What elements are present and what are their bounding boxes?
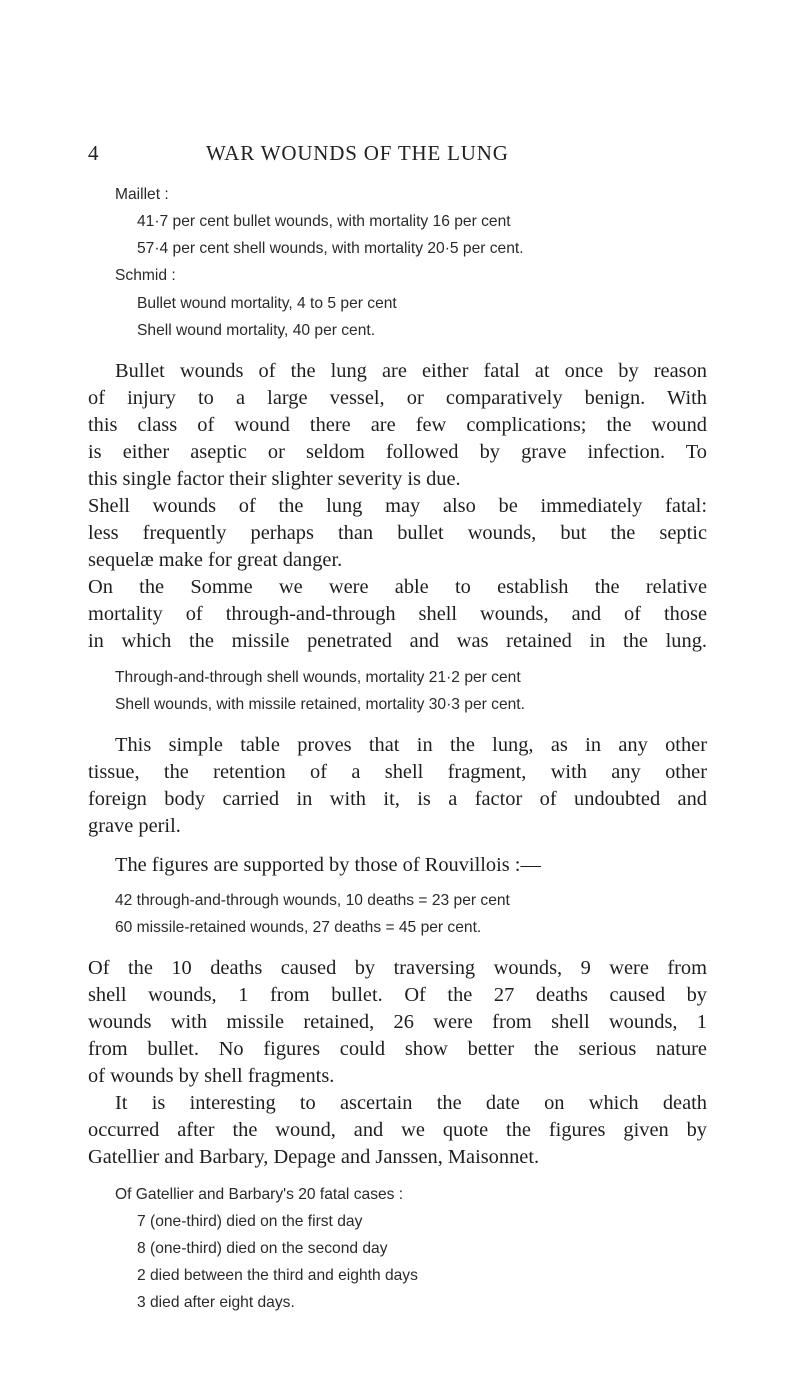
paragraph-line: from bullet. No figures could show better the serious nature <box>88 1038 707 1060</box>
paragraph-line: The figures are supported by those of Rouvillois :— <box>115 854 541 876</box>
maillet-label: Maillet : <box>115 186 169 203</box>
paragraph-line: of wounds by shell fragments. <box>88 1065 335 1087</box>
paragraph-line: This simple table proves that in the lung, as in any other <box>115 734 707 756</box>
table-line: 60 missile-retained wounds, 27 deaths = 45 per cent. <box>115 919 482 936</box>
schmid-line: Shell wound mortality, 40 per cent. <box>137 322 376 339</box>
paragraph-line: wounds with missile retained, 26 were from shell wounds, 1 <box>88 1011 707 1033</box>
paragraph-line: On the Somme we were able to establish the relative <box>88 576 707 598</box>
paragraph-line: Gatellier and Barbary, Depage and Janssen, Maisonnet. <box>88 1146 540 1168</box>
list-item: 7 (one-third) died on the first day <box>137 1213 363 1230</box>
schmid-line: Bullet wound mortality, 4 to 5 per cent <box>137 295 397 312</box>
paragraph-line: this class of wound there are few complications; the wound <box>88 414 707 436</box>
paragraph-line: less frequently perhaps than bullet wounds, but the septic <box>88 522 707 544</box>
schmid-label: Schmid : <box>115 267 176 284</box>
paragraph-line: occurred after the wound, and we quote the figures given by <box>88 1119 707 1141</box>
page-header <box>88 141 710 175</box>
paragraph-line: of injury to a large vessel, or comparatively benign. With <box>88 387 707 409</box>
table-line: Shell wounds, with missile retained, mortality 30·3 per cent. <box>115 696 525 713</box>
paragraph-line: It is interesting to ascertain the date on which death <box>115 1092 707 1114</box>
paragraph-line: foreign body carried in with it, is a factor of undoubted and <box>88 788 707 810</box>
paragraph-line: this single factor their slighter severity is due. <box>88 468 461 490</box>
table-line: 42 through-and-through wounds, 10 deaths = 23 per cent <box>115 892 510 909</box>
paragraph-line: sequelæ make for great danger. <box>88 549 343 571</box>
paragraph-line: mortality of through-and-through shell wounds, and of those <box>88 603 707 625</box>
paragraph-line: tissue, the retention of a shell fragment, with any other <box>88 761 707 783</box>
maillet-line: 41·7 per cent bullet wounds, with mortality 16 per cent <box>137 213 511 230</box>
list-item: 8 (one-third) died on the second day <box>137 1240 388 1257</box>
running-title: WAR WOUNDS OF THE LUNG <box>206 141 509 165</box>
table-line: Through-and-through shell wounds, mortality 21·2 per cent <box>115 669 521 686</box>
paragraph-line: is either aseptic or seldom followed by grave infection. To <box>88 441 707 463</box>
paragraph-line: Bullet wounds of the lung are either fatal at once by reason <box>115 360 707 382</box>
paragraph-line: Of the 10 deaths caused by traversing wounds, 9 were from <box>88 957 707 979</box>
list-intro: Of Gatellier and Barbary's 20 fatal cases : <box>115 1186 404 1203</box>
paragraph-line: shell wounds, 1 from bullet. Of the 27 deaths caused by <box>88 984 707 1006</box>
paragraph-line: Shell wounds of the lung may also be immediately fatal: <box>88 495 707 517</box>
page-number: 4 <box>88 141 99 165</box>
list-item: 2 died between the third and eighth days <box>137 1267 418 1284</box>
maillet-line: 57·4 per cent shell wounds, with mortality 20·5 per cent. <box>137 240 524 257</box>
paragraph-line: in which the missile penetrated and was retained in the lung. <box>88 630 707 652</box>
list-item: 3 died after eight days. <box>137 1294 295 1311</box>
paragraph-line: grave peril. <box>88 815 181 837</box>
